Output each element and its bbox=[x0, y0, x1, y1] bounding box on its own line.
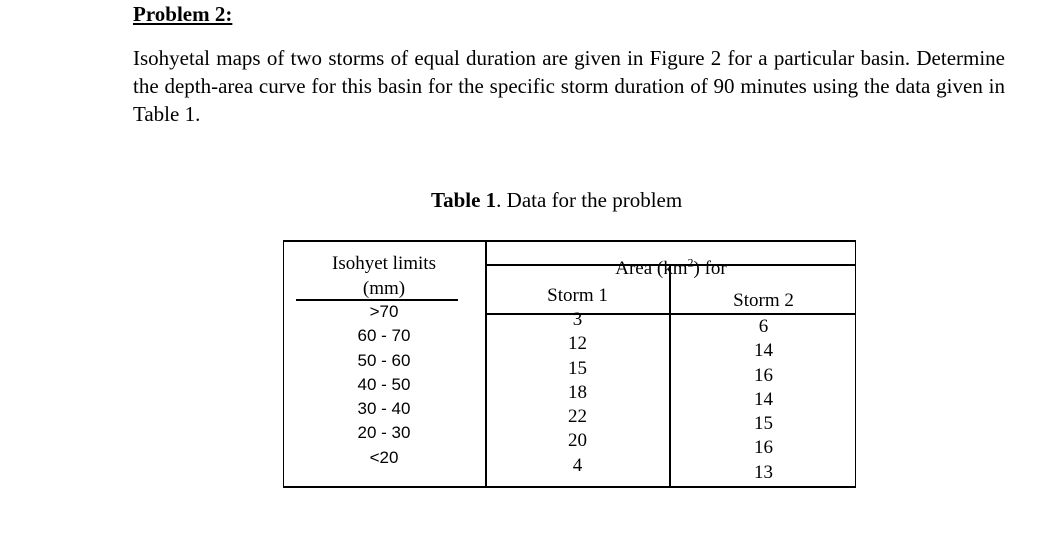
storm1-cell: 20 bbox=[568, 430, 587, 452]
storm1-cell: 12 bbox=[568, 333, 587, 355]
header-storm-1: Storm 1 bbox=[547, 285, 608, 306]
column-storm-1 bbox=[486, 308, 669, 478]
storm2-cell: 16 bbox=[754, 364, 773, 386]
storm2-cell: 13 bbox=[754, 461, 773, 483]
problem-heading: Problem 2: bbox=[133, 2, 233, 26]
table-caption bbox=[431, 188, 682, 213]
header-area-for bbox=[486, 255, 856, 280]
problem-text: Isohyetal maps of two storms of equal duration are given in Figure 2 for a particular basin. Determine the depth-area curve for this basin for the specific storm duration of 90 minutes using the data given in Table 1. bbox=[133, 46, 1005, 126]
limit-cell: <20 bbox=[369, 447, 399, 467]
limit-cell: 30 - 40 bbox=[357, 399, 411, 419]
limit-cell: 60 - 70 bbox=[357, 326, 411, 346]
storm2-cell: 15 bbox=[754, 413, 773, 435]
header-area-suffix: ) for bbox=[693, 258, 727, 279]
storm1-cell: 22 bbox=[568, 406, 587, 428]
table-caption-label: Table 1 bbox=[431, 188, 497, 212]
limit-cell: 20 - 30 bbox=[357, 423, 411, 443]
header-storm-2: Storm 2 bbox=[733, 290, 794, 311]
column-isohyet-limits bbox=[284, 300, 484, 470]
storm1-cell: 15 bbox=[568, 357, 587, 379]
limit-cell: >70 bbox=[369, 302, 399, 321]
storm1-cell: 18 bbox=[568, 381, 587, 403]
storm1-cell: 4 bbox=[572, 454, 583, 476]
storm2-cell: 6 bbox=[758, 316, 769, 337]
storm2-cell: 14 bbox=[754, 388, 773, 410]
header-mm: (mm) bbox=[362, 278, 406, 299]
data-table bbox=[283, 240, 856, 488]
storm1-cell: 3 bbox=[572, 309, 583, 330]
header-area-prefix: Area (km bbox=[615, 258, 688, 279]
column-storm-2 bbox=[671, 315, 856, 485]
table-caption-text: . Data for the problem bbox=[496, 188, 683, 212]
storm2-cell: 14 bbox=[754, 340, 773, 362]
storm2-cell: 16 bbox=[754, 437, 773, 459]
header-isohyet-limits: Isohyet limits bbox=[332, 253, 436, 274]
header-area-sup: 2 bbox=[687, 255, 694, 270]
limit-cell: 50 - 60 bbox=[357, 350, 411, 370]
limit-cell: 40 - 50 bbox=[357, 374, 411, 394]
